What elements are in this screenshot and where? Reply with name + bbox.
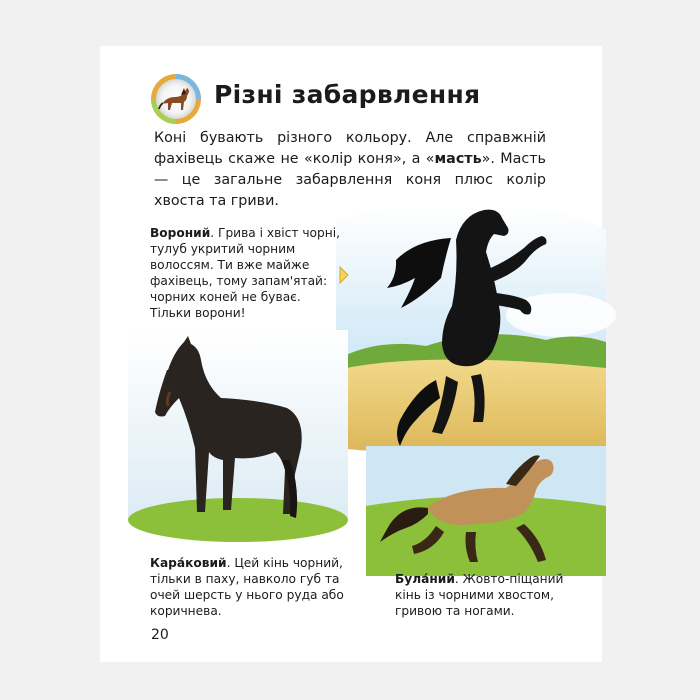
caption-karakovyi-text: . Цей кінь чорний, тільки в паху, навколо губ та очей шерсть у нього руда або коричнева. xyxy=(150,556,344,618)
horse-badge-icon xyxy=(150,73,202,125)
caption-bulanyi xyxy=(395,571,570,619)
caption-voronyi-text: . Грива і хвіст чорні, тулуб укритий чорним волоссям. Ти вже майже фахівець, тому запам'ятай: чорних коней не буває. Тільки ворони! xyxy=(150,226,340,320)
caption-karakovyi-term: Кара́ковий xyxy=(150,556,227,570)
caption-voronyi-term: Вороний xyxy=(150,226,211,240)
caption-voronyi xyxy=(150,225,340,321)
intro-tail: ». Масть — це загальне забарвлення коня плюс колір хвоста та гриви. xyxy=(154,151,546,209)
caption-bulanyi-term: Була́ний xyxy=(395,572,455,586)
black-horse-illustration xyxy=(336,200,606,460)
dark-bay-horse-illustration xyxy=(128,330,348,540)
buckskin-horse-illustration xyxy=(366,446,606,576)
page-number: 20 xyxy=(151,627,169,643)
caption-bulanyi-text: . Жовто-піщаний кінь із чорними хвостом, гривою та ногами. xyxy=(395,572,564,618)
intro-lead: Коні бувають різного кольору. Але справжній фахівець скаже не «колір коня», а « xyxy=(154,130,546,167)
page-title: Різні забарвлення xyxy=(214,80,481,109)
intro-term: масть xyxy=(434,151,482,167)
caption-karakovyi xyxy=(150,555,365,619)
